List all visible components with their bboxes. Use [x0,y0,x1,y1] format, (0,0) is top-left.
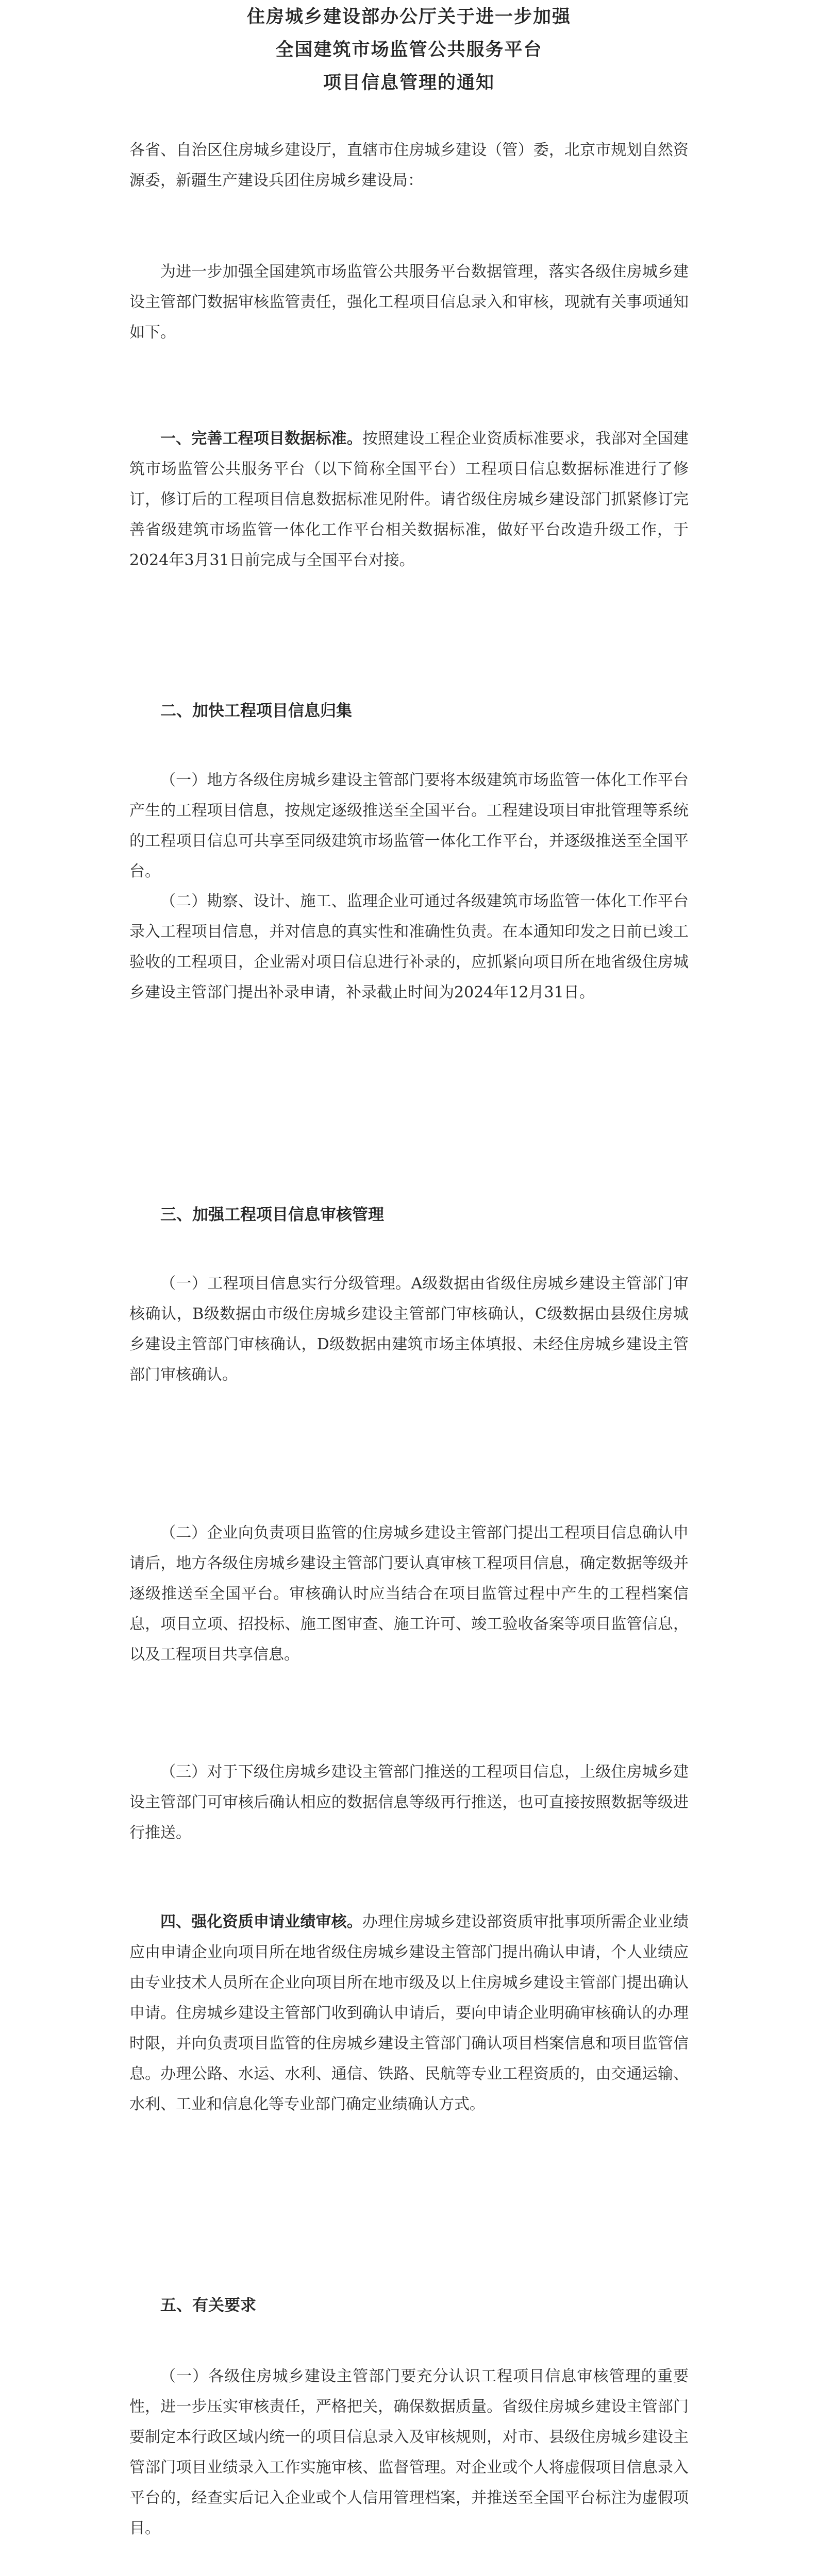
section-1-paragraph [129,423,689,575]
section-5-heading: 五、有关要求 [160,2296,256,2315]
section-1-body: 按照建设工程企业资质标准要求，我部对全国建筑市场监管公共服务平台（以下简称全国平台）工程项目信息数据标准进行了修订，修订后的工程项目信息数据标准见附件。请省级住房城乡建设部门抓紧修订完善省级建筑市场监管一体化工作平台相关数据标准，做好平台改造升级工作，于2024年3月31日前完成与全国平台对接。 [129,430,689,569]
section-1-heading: 一、完善工程项目数据标准。 [160,430,362,448]
section-3-heading: 三、加强工程项目信息审核管理 [160,1206,384,1224]
section-3-item-1: （一）工程项目信息实行分级管理。A级数据由省级住房城乡建设主管部门审核确认，B级数据由市级住房城乡建设主管部门审核确认，C级数据由县级住房城乡建设主管部门审核确认，D级数据由建筑市场主体填报、未经住房城乡建设主管部门审核确认。 [129,1275,689,1384]
section-3-item-3: （三）对于下级住房城乡建设主管部门推送的工程项目信息，上级住房城乡建设主管部门可审核后确认相应的数据信息等级再行推送，也可直接按照数据等级进行推送。 [129,1763,689,1842]
section-2-item-2: （二）勘察、设计、施工、监理企业可通过各级建筑市场监管一体化工作平台录入工程项目信息，并对信息的真实性和准确性负责。在本通知印发之日前已竣工验收的工程项目，企业需对项目信息进行补录的，应抓紧向项目所在地省级住房城乡建设主管部门提出补录申请，补录截止时间为2024年12月31日。 [129,892,689,1002]
section-4-paragraph [129,1907,689,2120]
section-4-body: 办理住房城乡建设部资质审批事项所需企业业绩应由申请企业向项目所在地省级住房城乡建设主管部门提出确认申请，个人业绩应由专业技术人员所在企业向项目所在地市级及以上住房城乡建设主管部门提出确认申请。住房城乡建设主管部门收到确认申请后，要向申请企业明确审核确认的办理时限，并向负责项目监管的住房城乡建设主管部门确认项目档案信息和项目监管信息。办理公路、水运、水利、通信、铁路、民航等专业工程资质的，由交通运输、水利、工业和信息化等专业部门确定业绩确认方式。 [129,1913,689,2113]
section-3-item-2: （二）企业向负责项目监管的住房城乡建设主管部门提出工程项目信息确认申请后，地方各级住房城乡建设主管部门要认真审核工程项目信息，确定数据等级并逐级推送至全国平台。审核确认时应当结合在项目监管过程中产生的工程档案信息，项目立项、招投标、施工图审查、施工许可、竣工验收备案等项目监管信息，以及工程项目共享信息。 [129,1524,689,1664]
section-5-item-1: （一）各级住房城乡建设主管部门要充分认识工程项目信息审核管理的重要性，进一步压实审核责任，严格把关，确保数据质量。省级住房城乡建设主管部门要制定本行政区域内统一的项目信息录入及审核规则，对市、县级住房城乡建设主管部门项目业绩录入工作实施审核、监督管理。对企业或个人将虚假项目信息录入平台的，经查实后记入企业或个人信用管理档案，并推送至全国平台标注为虚假项目。 [129,2367,689,2537]
section-2-heading: 二、加快工程项目信息归集 [160,702,352,720]
section-4-heading: 四、强化资质申请业绩审核。 [160,1913,362,1931]
notice-title-line-1: 住房城乡建设部办公厅关于进一步加强 [246,7,571,27]
section-2-item-1: （一）地方各级住房城乡建设主管部门要将本级建筑市场监管一体化工作平台产生的工程项目信息，按规定逐级推送至全国平台。工程建设项目审批管理等系统的工程项目信息可共享至同级建筑市场监管一体化工作平台，并逐级推送至全国平台。 [129,771,689,880]
notice-title-line-3: 项目信息管理的通知 [323,73,495,93]
notice-title-line-2: 全国建筑市场监管公共服务平台 [275,40,543,60]
recipients-paragraph: 各省、自治区住房城乡建设厅，直辖市住房城乡建设（管）委，北京市规划自然资源委，新疆生产建设兵团住房城乡建设局： [129,141,689,190]
intro-paragraph: 为进一步加强全国建筑市场监管公共服务平台数据管理，落实各级住房城乡建设主管部门数据审核监管责任，强化工程项目信息录入和审核，现就有关事项通知如下。 [129,263,689,342]
